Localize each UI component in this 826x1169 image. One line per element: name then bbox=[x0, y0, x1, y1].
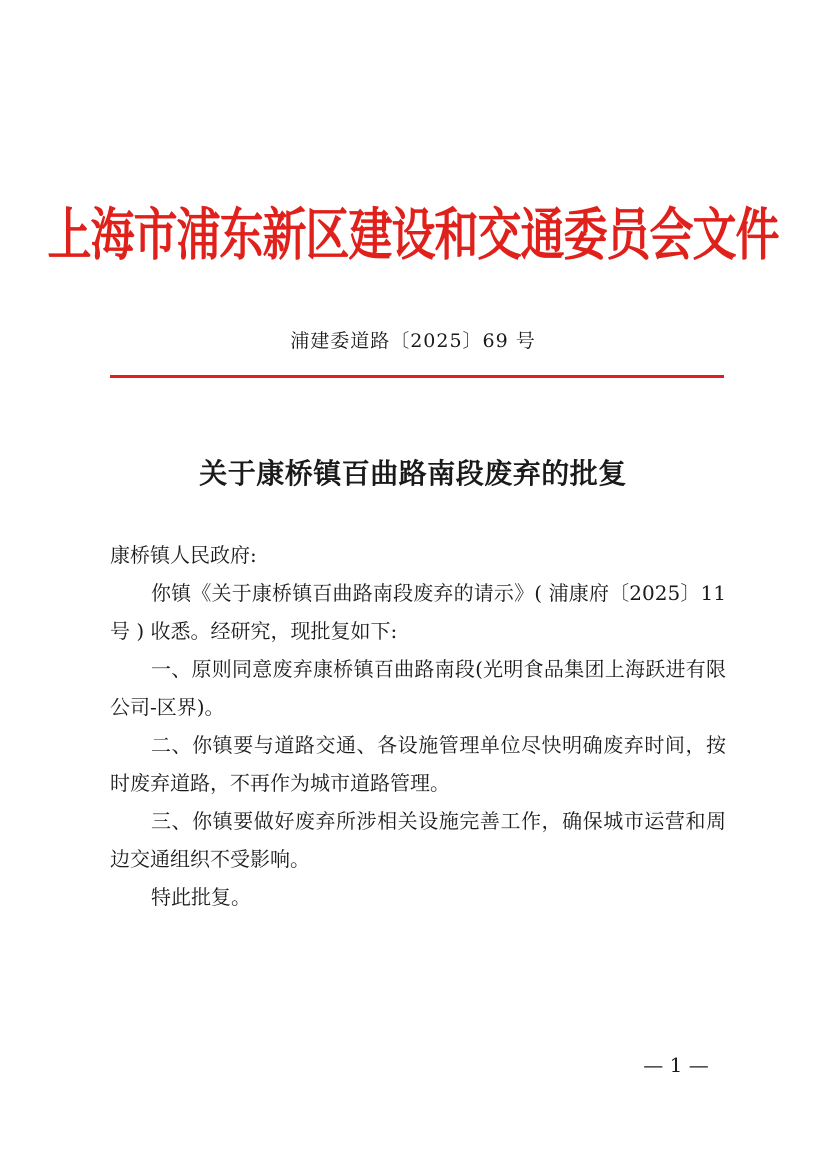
paragraph-item-3: 三、你镇要做好废弃所涉相关设施完善工作，确保城市运营和周边交通组织不受影响。 bbox=[110, 809, 726, 871]
page-number: — 1 — bbox=[643, 1053, 709, 1077]
paragraph-intro: 你镇《关于康桥镇百曲路南段废弃的请示》( 浦康府〔2025〕11 号 ) 收悉。经研究，现批复如下: bbox=[110, 581, 726, 643]
issuer-red-header: 上海市浦东新区建设和交通委员会文件 bbox=[47, 202, 779, 268]
salutation: 康桥镇人民政府: bbox=[110, 543, 257, 567]
document-number: 浦建委道路〔2025〕69 号 bbox=[290, 330, 536, 352]
paragraph-item-2: 二、你镇要与道路交通、各设施管理单位尽快明确废弃时间，按时废弃道路，不再作为城市道路管理。 bbox=[110, 733, 726, 795]
document-body bbox=[110, 536, 726, 916]
red-divider-line bbox=[110, 375, 724, 378]
paragraph-closing: 特此批复。 bbox=[151, 885, 251, 909]
paragraph-item-1: 一、原则同意废弃康桥镇百曲路南段(光明食品集团上海跃进有限公司-区界)。 bbox=[110, 657, 726, 719]
document-title: 关于康桥镇百曲路南段废弃的批复 bbox=[199, 457, 627, 490]
